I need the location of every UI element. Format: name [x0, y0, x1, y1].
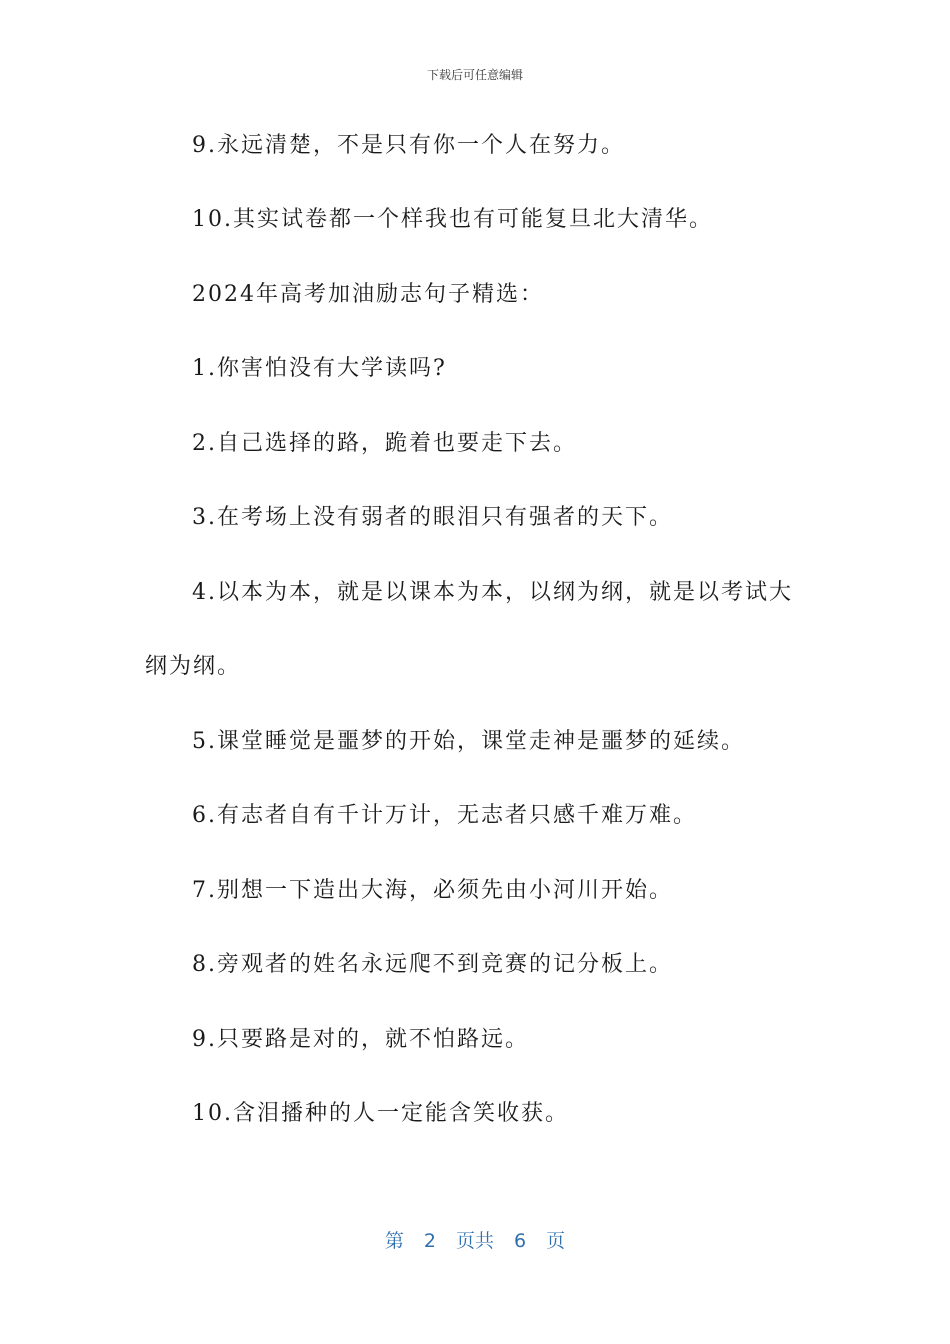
footer-middle: 页共 — [455, 1230, 494, 1252]
text-line-6: 4.以本为本，就是以课本为本，以纲为纲，就是以考试大 — [192, 580, 793, 605]
text-line-11: 9.只要路是对的，就不怕路远。 — [192, 1027, 529, 1052]
text-line-4: 2.自己选择的路，跪着也要走下去。 — [192, 431, 577, 456]
text-line-9: 7.别想一下造出大海，必须先由小河川开始。 — [192, 878, 673, 903]
section-heading: 2024年高考加油励志句子精选： — [192, 282, 544, 307]
text-line-10: 8.旁观者的姓名永远爬不到竞赛的记分板上。 — [192, 952, 673, 977]
footer-current-page: 2 — [423, 1230, 436, 1252]
text-line-8: 6.有志者自有千计万计，无志者只感千难万难。 — [192, 803, 697, 828]
text-line-7: 5.课堂睡觉是噩梦的开始，课堂走神是噩梦的延续。 — [192, 729, 745, 754]
text-line-3: 1.你害怕没有大学读吗? — [192, 356, 447, 381]
page-header: 下载后可任意编辑 — [426, 68, 523, 82]
text-line-2: 10.其实试卷都一个样我也有可能复旦北大清华。 — [192, 207, 713, 232]
text-line-5: 3.在考场上没有弱者的眼泪只有强者的天下。 — [192, 505, 673, 530]
text-line-1: 9.永远清楚，不是只有你一个人在努力。 — [192, 133, 625, 158]
footer-suffix: 页 — [546, 1230, 566, 1252]
page-footer — [0, 1226, 950, 1253]
text-line-12: 10.含泪播种的人一定能含笑收获。 — [192, 1101, 569, 1126]
footer-total-pages: 6 — [514, 1230, 527, 1252]
footer-prefix: 第 — [384, 1230, 404, 1252]
text-line-6-continued: 纲为纲。 — [145, 654, 242, 679]
